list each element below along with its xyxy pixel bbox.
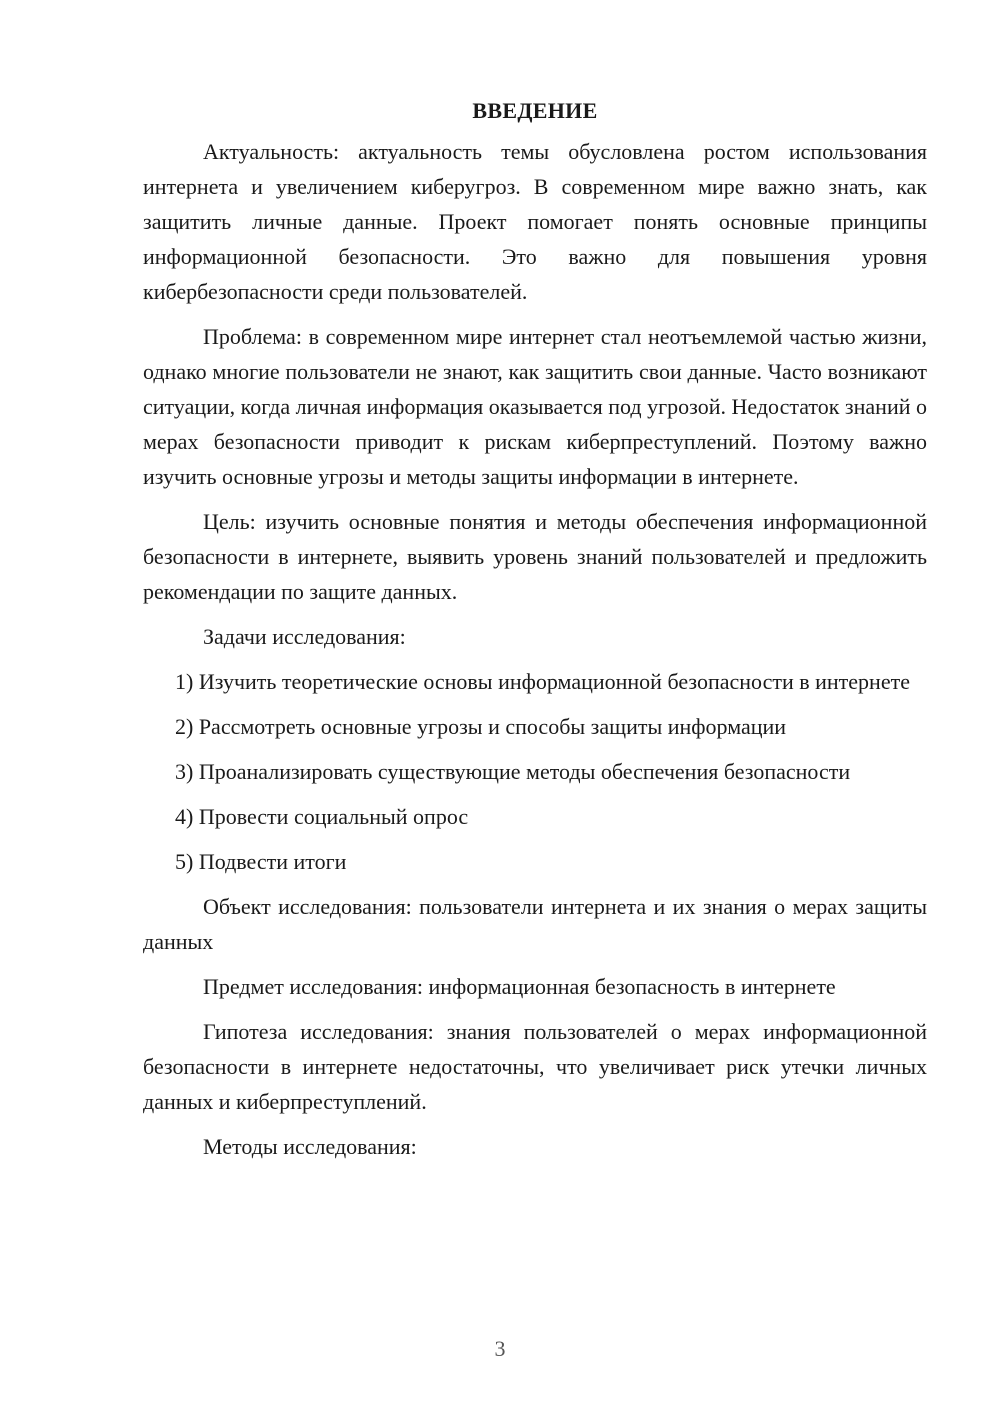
paragraph-object: Объект исследования: пользователи интернета и их знания о мерах защиты данных (143, 894, 927, 954)
paragraph-tasks-heading: Задачи исследования: (203, 624, 406, 649)
list-item-task-4: 4) Провести социальный опрос (175, 804, 469, 829)
list-item-task-2: 2) Рассмотреть основные угрозы и способы защиты информации (175, 714, 787, 739)
page-number: 3 (494, 1336, 506, 1361)
document-page (143, 96, 927, 1174)
paragraph-relevance: Актуальность: актуальность темы обусловлена ростом использования интернета и увеличением киберугроз. В современном мире важно знать, как защитить личные данные. Проект помогает понять основные принципы информационной безопасности. Это важно для повышения уровня кибербезопасности среди пользователей. (143, 139, 927, 304)
list-item-task-5: 5) Подвести итоги (175, 849, 347, 874)
list-item-task-3: 3) Проанализировать существующие методы обеспечения безопасности (175, 759, 851, 784)
paragraph-methods: Методы исследования: (203, 1134, 417, 1159)
paragraph-problem: Проблема: в современном мире интернет стал неотъемлемой частью жизни, однако многие пользователи не знают, как защитить свои данные. Часто возникают ситуации, когда личная информация оказывается под угрозой. Недостаток знаний о мерах безопасности приводит к рискам киберпреступлений. Поэтому важно изучить основные угрозы и методы защиты информации в интернете. (143, 324, 927, 489)
section-title: ВВЕДЕНИЕ (472, 98, 598, 123)
paragraph-goal: Цель: изучить основные понятия и методы обеспечения информационной безопасности в интернете, выявить уровень знаний пользователей и предложить рекомендации по защите данных. (143, 509, 927, 604)
paragraph-hypothesis: Гипотеза исследования: знания пользователей о мерах информационной безопасности в интернете недостаточны, что увеличивает риск утечки личных данных и киберпреступлений. (143, 1019, 927, 1114)
paragraph-subject: Предмет исследования: информационная безопасность в интернете (203, 974, 836, 999)
list-item-task-1: 1) Изучить теоретические основы информационной безопасности в интернете (175, 669, 910, 694)
